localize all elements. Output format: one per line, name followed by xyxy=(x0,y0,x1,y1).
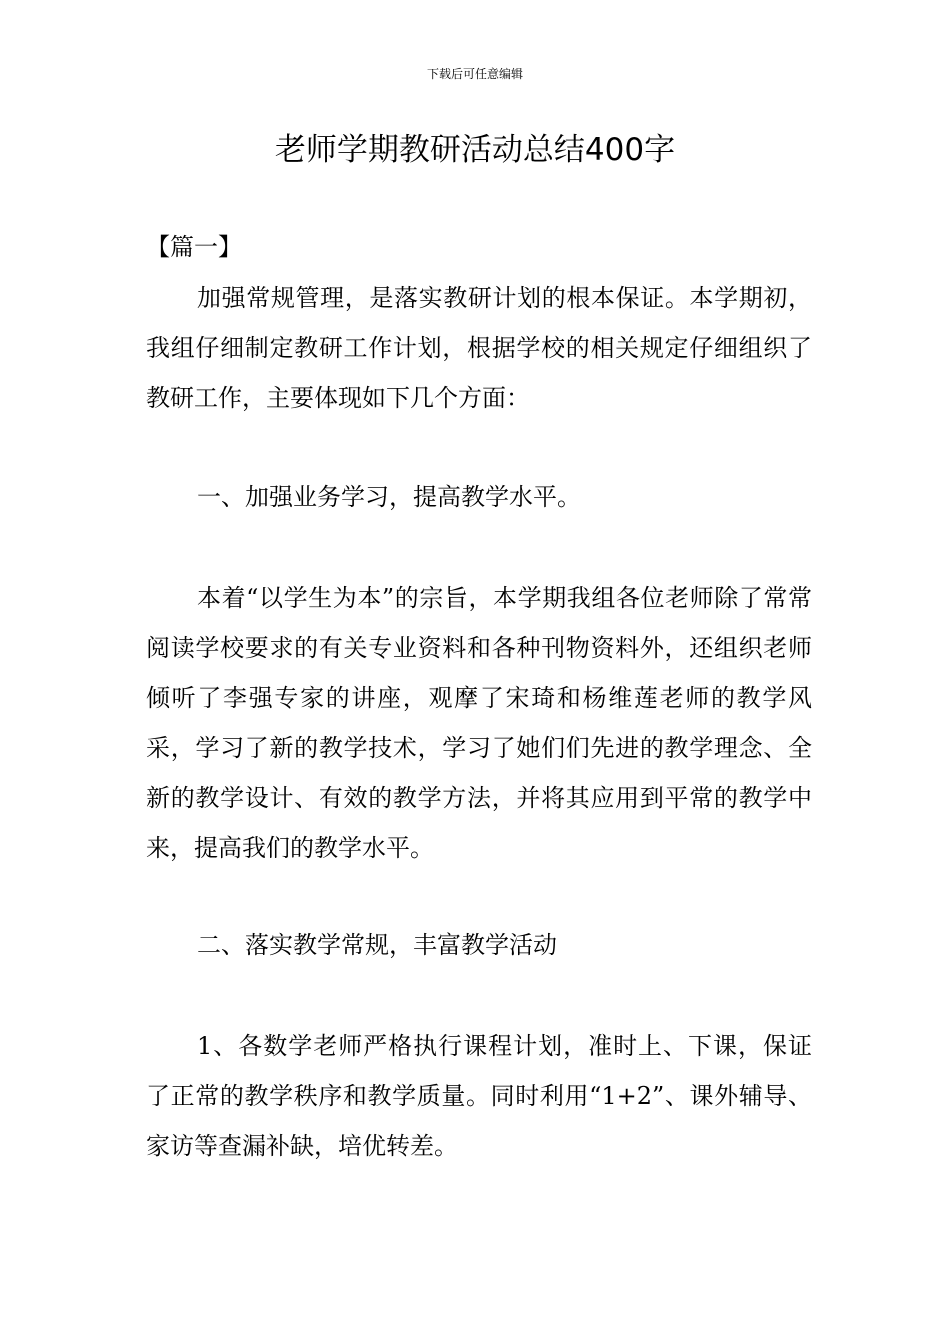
section-label: 【篇一】 xyxy=(146,233,242,261)
heading-two: 二、落实教学常规，丰富教学活动 xyxy=(197,931,557,959)
paragraph-study: 本着“以学生为本”的宗旨，本学期我组各位老师除了常常阅读学校要求的有关专业资料和各种刊物资料外，还组织老师倾听了李强专家的讲座，观摩了宋琦和杨维莲老师的教学风采，学习了新的教学技术，学习了她们们先进的教学理念、全新的教学设计、有效的教学方法，并将其应用到平常的教学中来，提高我们的教学水平。 xyxy=(146,584,812,862)
paragraph-intro: 加强常规管理，是落实教研计划的根本保证。本学期初，我组仔细制定教研工作计划，根据学校的相关规定仔细组织了教研工作，主要体现如下几个方面： xyxy=(146,284,812,412)
document-title: 老师学期教研活动总结400字 xyxy=(274,132,676,168)
heading-one: 一、加强业务学习，提高教学水平。 xyxy=(197,483,581,511)
paragraph-routine: 1、各数学老师严格执行课程计划，准时上、下课，保证了正常的教学秩序和教学质量。同时利用“1+2”、课外辅导、家访等查漏补缺，培优转差。 xyxy=(146,1032,812,1160)
page-header-note: 下载后可任意编辑 xyxy=(426,67,523,81)
